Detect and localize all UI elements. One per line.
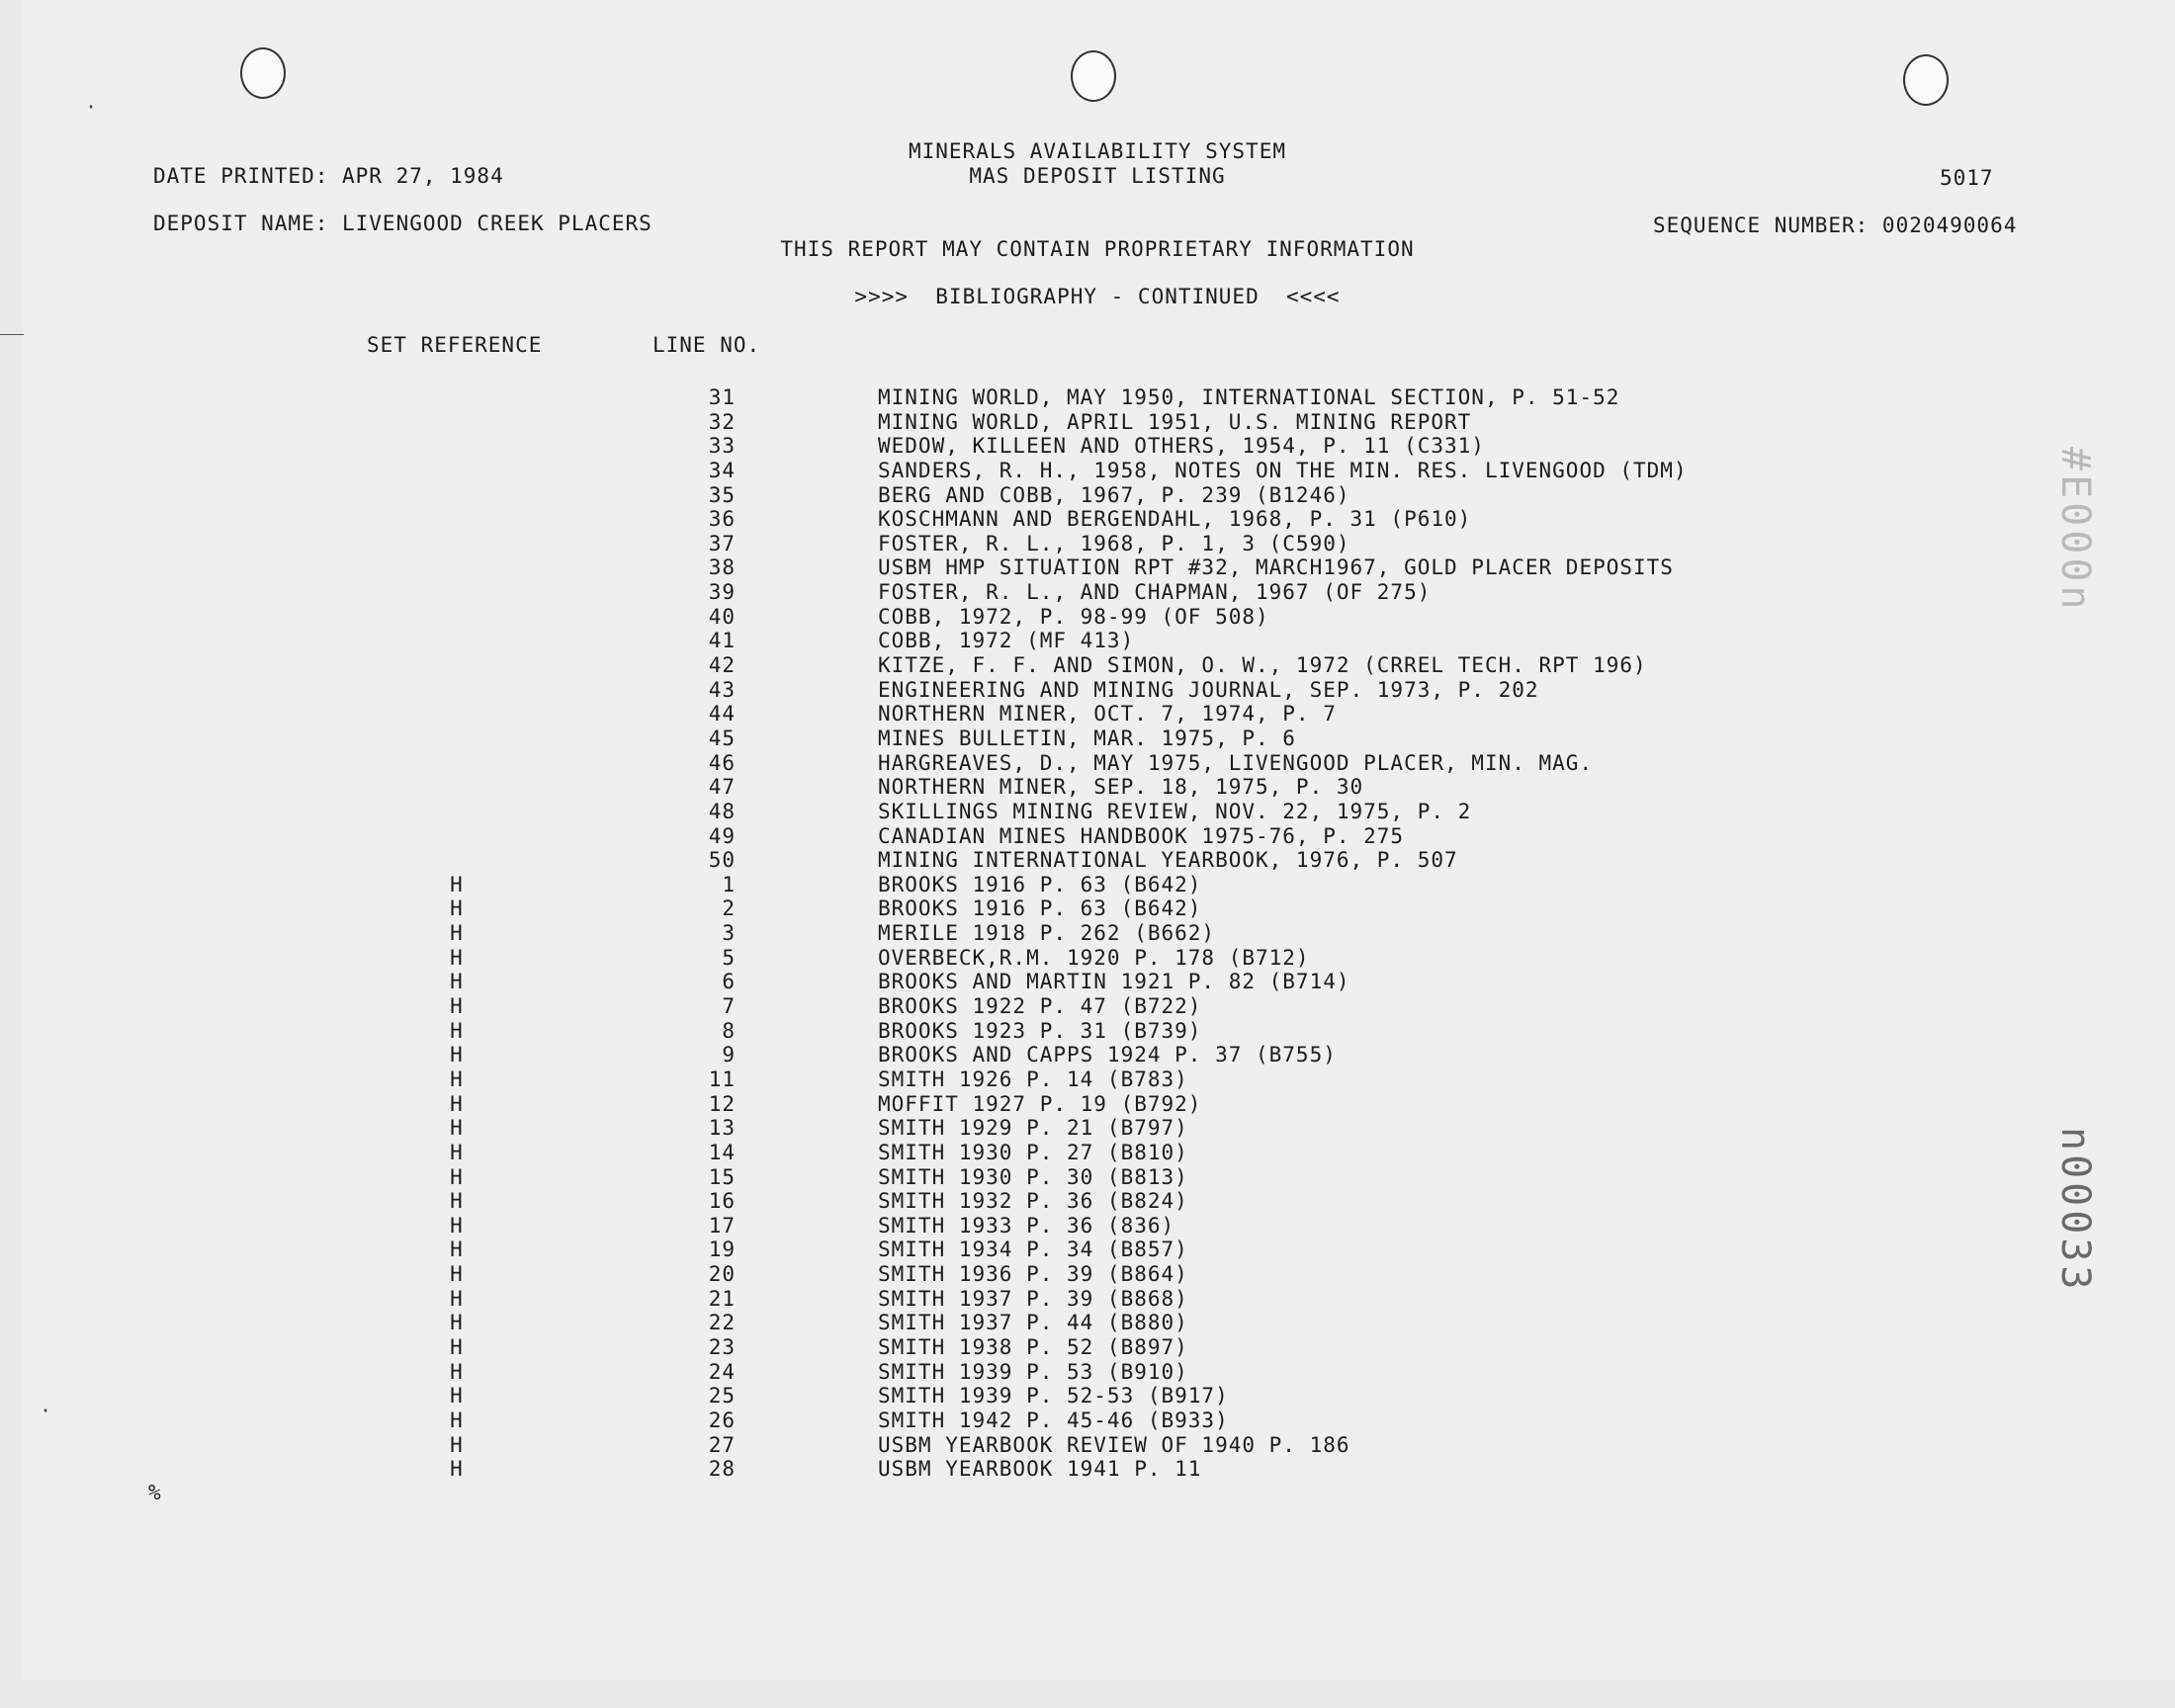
bibliography-row — [0, 848, 2175, 873]
reference-cell: COBB, 1972 (MF 413) — [878, 629, 1135, 653]
reference-cell: KOSCHMANN AND BERGENDAHL, 1968, P. 31 (P610) — [878, 507, 1472, 532]
reference-cell: BROOKS AND CAPPS 1924 P. 37 (B755) — [878, 1043, 1337, 1068]
date-printed: DATE PRINTED: APR 27, 1984 — [153, 164, 504, 188]
line-number-cell: 8 — [722, 1018, 736, 1043]
bibliography-row — [0, 459, 2175, 483]
set-reference-cell: H — [450, 1311, 464, 1335]
line-number-cell: 28 — [708, 1457, 736, 1482]
reference-cell: HARGREAVES, D., MAY 1975, LIVENGOOD PLACER, MIN. MAG. — [878, 750, 1594, 775]
reference-cell: SMITH 1939 P. 52-53 (B917) — [878, 1384, 1229, 1409]
reference-cell: BROOKS 1923 P. 31 (B739) — [878, 1018, 1202, 1043]
reference-cell: WEDOW, KILLEEN AND OTHERS, 1954, P. 11 (C331) — [878, 434, 1485, 459]
line-number-cell: 14 — [708, 1140, 736, 1164]
line-number-cell: 23 — [708, 1334, 736, 1359]
reference-cell: MINING WORLD, APRIL 1951, U.S. MINING REPORT — [878, 409, 1472, 434]
punch-hole-right — [1903, 54, 1949, 106]
set-reference-cell: H — [450, 1238, 464, 1262]
reference-cell: FOSTER, R. L., AND CHAPMAN, 1967 (OF 275) — [878, 580, 1432, 605]
set-reference-cell: H — [450, 1140, 464, 1164]
line-number-cell: 31 — [708, 385, 736, 409]
bibliography-row — [0, 1189, 2175, 1214]
bibliography-row — [0, 1068, 2175, 1092]
bibliography-row — [0, 1116, 2175, 1141]
line-number-cell: 11 — [708, 1067, 736, 1091]
line-number-cell: 12 — [708, 1091, 736, 1116]
reference-cell: USBM HMP SITUATION RPT #32, MARCH1967, GOLD PLACER DEPOSITS — [878, 555, 1674, 580]
footer-mark: % — [148, 1481, 162, 1504]
bibliography-row — [0, 1311, 2175, 1335]
line-number-cell: 25 — [708, 1384, 736, 1409]
set-reference-cell: H — [450, 994, 464, 1019]
set-reference-cell: H — [450, 1286, 464, 1311]
reference-cell: SMITH 1932 P. 36 (B824) — [878, 1189, 1188, 1214]
line-number-cell: 45 — [708, 726, 736, 750]
line-number-cell: 21 — [708, 1286, 736, 1311]
bibliography-row — [0, 994, 2175, 1019]
bibliography-row — [0, 897, 2175, 921]
bibliography-row — [0, 1165, 2175, 1190]
set-reference-cell: H — [450, 872, 464, 897]
set-reference-cell: H — [450, 1213, 464, 1238]
reference-cell: MINING INTERNATIONAL YEARBOOK, 1976, P. 507 — [878, 848, 1458, 873]
set-reference-cell: H — [450, 1164, 464, 1189]
reference-cell: SKILLINGS MINING REVIEW, NOV. 22, 1975, P. 2 — [878, 799, 1472, 823]
bibliography-row — [0, 483, 2175, 508]
line-number-cell: 24 — [708, 1359, 736, 1384]
reference-cell: SANDERS, R. H., 1958, NOTES ON THE MIN. RES. LIVENGOOD (TDM) — [878, 458, 1688, 482]
line-number-cell: 35 — [708, 482, 736, 507]
reference-cell: SMITH 1929 P. 21 (B797) — [878, 1116, 1188, 1141]
bibliography-row — [0, 1360, 2175, 1385]
set-reference-cell: H — [450, 1334, 464, 1359]
bibliography-row — [0, 1335, 2175, 1360]
line-number-cell: 27 — [708, 1432, 736, 1457]
section-title: >>>> BIBLIOGRAPHY - CONTINUED <<<< — [854, 285, 1341, 308]
bibliography-row — [0, 653, 2175, 678]
line-number-cell: 46 — [708, 750, 736, 775]
bibliography-row — [0, 385, 2175, 410]
line-number-cell: 13 — [708, 1116, 736, 1141]
deposit-name: DEPOSIT NAME: LIVENGOOD CREEK PLACERS — [153, 212, 652, 235]
line-number-cell: 50 — [708, 848, 736, 873]
set-reference-cell: H — [450, 970, 464, 994]
page-number: 5017 — [1940, 166, 1994, 190]
bibliography-row — [0, 605, 2175, 630]
bibliography-row — [0, 555, 2175, 580]
system-title: MINERALS AVAILABILITY SYSTEM — [908, 139, 1286, 163]
line-number-cell: 48 — [708, 799, 736, 823]
bibliography-row — [0, 1262, 2175, 1287]
proprietary-notice: THIS REPORT MAY CONTAIN PROPRIETARY INFORMATION — [780, 237, 1415, 261]
reference-cell: KITZE, F. F. AND SIMON, O. W., 1972 (CRREL TECH. RPT 196) — [878, 653, 1647, 678]
line-number-cell: 36 — [708, 507, 736, 532]
bibliography-row — [0, 946, 2175, 971]
line-number-cell: 5 — [722, 945, 736, 970]
line-number-cell: 44 — [708, 702, 736, 726]
bibliography-row — [0, 702, 2175, 726]
margin-dot: · — [85, 95, 98, 119]
document-stamp-number: n00033 — [2052, 1127, 2098, 1294]
reference-cell: MOFFIT 1927 P. 19 (B792) — [878, 1091, 1202, 1116]
reference-cell: MINING WORLD, MAY 1950, INTERNATIONAL SECTION, P. 51-52 — [878, 385, 1620, 409]
line-number-cell: 3 — [722, 921, 736, 946]
line-number-cell: 6 — [722, 970, 736, 994]
line-number-cell: 32 — [708, 409, 736, 434]
listing-title: MAS DEPOSIT LISTING — [969, 164, 1226, 188]
reference-cell: CANADIAN MINES HANDBOOK 1975-76, P. 275 — [878, 823, 1405, 848]
bibliography-row — [0, 410, 2175, 435]
set-reference-cell: H — [450, 897, 464, 921]
reference-cell: SMITH 1930 P. 30 (B813) — [878, 1164, 1188, 1189]
reference-cell: NORTHERN MINER, SEP. 18, 1975, P. 30 — [878, 775, 1364, 800]
set-reference-cell: H — [450, 921, 464, 946]
bibliography-row — [0, 775, 2175, 800]
line-number-cell: 22 — [708, 1311, 736, 1335]
bibliography-row — [0, 1092, 2175, 1117]
bibliography-row — [0, 970, 2175, 994]
reference-cell: SMITH 1937 P. 39 (B868) — [878, 1286, 1188, 1311]
reference-cell: ENGINEERING AND MINING JOURNAL, SEP. 1973, P. 202 — [878, 677, 1539, 702]
line-number-cell: 16 — [708, 1189, 736, 1214]
set-reference-cell: H — [450, 1018, 464, 1043]
line-number-cell: 34 — [708, 458, 736, 482]
reference-cell: BERG AND COBB, 1967, P. 239 (B1246) — [878, 482, 1350, 507]
reference-cell: MINES BULLETIN, MAR. 1975, P. 6 — [878, 726, 1296, 750]
bibliography-row — [0, 629, 2175, 653]
sequence-number: SEQUENCE NUMBER: 0020490064 — [1653, 214, 2018, 237]
bibliography-row — [0, 580, 2175, 605]
set-reference-cell: H — [450, 945, 464, 970]
set-reference-cell: H — [450, 1262, 464, 1287]
punch-hole-center — [1071, 50, 1116, 102]
line-number-cell: 41 — [708, 629, 736, 653]
faint-stamp-number: #E000n — [2052, 447, 2098, 614]
bibliography-row — [0, 1409, 2175, 1433]
line-number-cell: 49 — [708, 823, 736, 848]
line-number-cell: 2 — [722, 897, 736, 921]
bibliography-row — [0, 434, 2175, 459]
bibliography-row — [0, 1433, 2175, 1458]
line-number-cell: 20 — [708, 1262, 736, 1287]
bibliography-row — [0, 1457, 2175, 1482]
set-reference-cell: H — [450, 1189, 464, 1214]
reference-cell: SMITH 1926 P. 14 (B783) — [878, 1067, 1188, 1091]
set-reference-cell: H — [450, 1116, 464, 1141]
reference-cell: SMITH 1936 P. 39 (B864) — [878, 1262, 1188, 1287]
line-number-cell: 9 — [722, 1043, 736, 1068]
set-reference-cell: H — [450, 1457, 464, 1482]
bibliography-row — [0, 1214, 2175, 1238]
punch-hole-left — [240, 47, 286, 99]
bibliography-row — [0, 1141, 2175, 1165]
bibliography-row — [0, 1238, 2175, 1262]
set-reference-header: SET REFERENCE — [367, 333, 543, 357]
line-number-cell: 7 — [722, 994, 736, 1019]
bibliography-row — [0, 921, 2175, 946]
bibliography-row — [0, 507, 2175, 532]
set-reference-cell: H — [450, 1432, 464, 1457]
line-number-cell: 40 — [708, 604, 736, 629]
reference-cell: SMITH 1942 P. 45-46 (B933) — [878, 1408, 1229, 1432]
set-reference-cell: H — [450, 1043, 464, 1068]
reference-cell: BROOKS 1916 P. 63 (B642) — [878, 872, 1202, 897]
bibliography-row — [0, 678, 2175, 703]
bibliography-row — [0, 1287, 2175, 1312]
line-number-cell: 37 — [708, 531, 736, 555]
reference-cell: FOSTER, R. L., 1968, P. 1, 3 (C590) — [878, 531, 1350, 555]
set-reference-cell: H — [450, 1384, 464, 1409]
bibliography-row — [0, 800, 2175, 824]
bibliography-row — [0, 751, 2175, 776]
bibliography-row — [0, 1019, 2175, 1044]
line-number-cell: 19 — [708, 1238, 736, 1262]
reference-cell: SMITH 1938 P. 52 (B897) — [878, 1334, 1188, 1359]
line-number-cell: 1 — [722, 872, 736, 897]
bibliography-row — [0, 1384, 2175, 1409]
reference-cell: COBB, 1972, P. 98-99 (OF 508) — [878, 604, 1269, 629]
bibliography-row — [0, 532, 2175, 556]
bibliography-row — [0, 1043, 2175, 1068]
set-reference-cell: H — [450, 1067, 464, 1091]
reference-cell: SMITH 1933 P. 36 (836) — [878, 1213, 1175, 1238]
bibliography-list — [0, 385, 2175, 1482]
line-number-cell: 17 — [708, 1213, 736, 1238]
line-number-cell: 38 — [708, 555, 736, 580]
set-reference-cell: H — [450, 1091, 464, 1116]
line-number-cell: 47 — [708, 775, 736, 800]
margin-tick — [0, 334, 24, 335]
line-number-cell: 26 — [708, 1408, 736, 1432]
bibliography-row — [0, 726, 2175, 751]
reference-cell: BROOKS 1916 P. 63 (B642) — [878, 897, 1202, 921]
bibliography-row — [0, 873, 2175, 897]
line-number-cell: 39 — [708, 580, 736, 605]
line-number-cell: 43 — [708, 677, 736, 702]
reference-cell: NORTHERN MINER, OCT. 7, 1974, P. 7 — [878, 702, 1337, 726]
line-no-header: LINE NO. — [652, 333, 761, 357]
reference-cell: SMITH 1934 P. 34 (B857) — [878, 1238, 1188, 1262]
reference-cell: USBM YEARBOOK 1941 P. 11 — [878, 1457, 1202, 1482]
reference-cell: USBM YEARBOOK REVIEW OF 1940 P. 186 — [878, 1432, 1350, 1457]
line-number-cell: 42 — [708, 653, 736, 678]
line-number-cell: 33 — [708, 434, 736, 459]
reference-cell: SMITH 1939 P. 53 (B910) — [878, 1359, 1188, 1384]
bibliography-row — [0, 824, 2175, 849]
set-reference-cell: H — [450, 1359, 464, 1384]
margin-dot: · — [40, 1399, 52, 1422]
reference-cell: MERILE 1918 P. 262 (B662) — [878, 921, 1216, 946]
reference-cell: BROOKS 1922 P. 47 (B722) — [878, 994, 1202, 1019]
reference-cell: SMITH 1930 P. 27 (B810) — [878, 1140, 1188, 1164]
reference-cell: OVERBECK,R.M. 1920 P. 178 (B712) — [878, 945, 1310, 970]
line-number-cell: 15 — [708, 1164, 736, 1189]
set-reference-cell: H — [450, 1408, 464, 1432]
reference-cell: BROOKS AND MARTIN 1921 P. 82 (B714) — [878, 970, 1350, 994]
reference-cell: SMITH 1937 P. 44 (B880) — [878, 1311, 1188, 1335]
